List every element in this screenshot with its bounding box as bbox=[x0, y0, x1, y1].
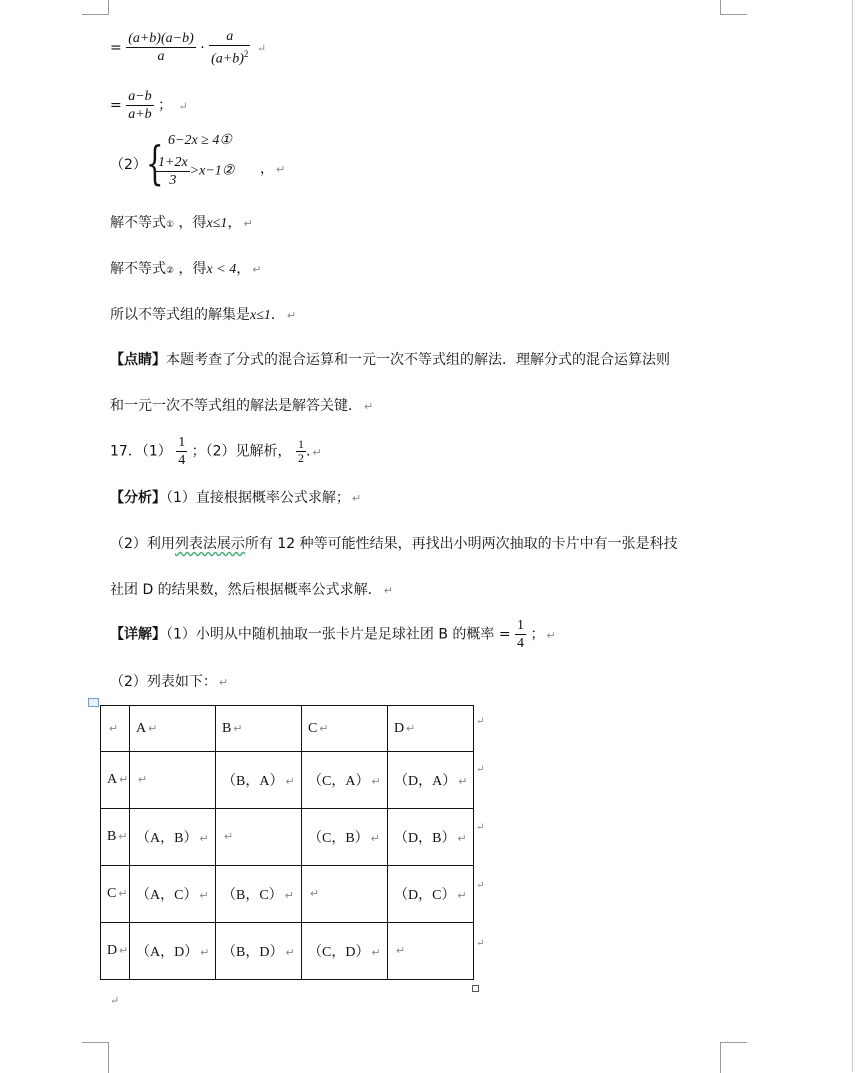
paragraph-mark: ↵ bbox=[110, 994, 120, 1007]
table-cell[interactable]: （B，C） ↵ bbox=[216, 866, 302, 923]
table-cell[interactable]: （B，D） ↵ bbox=[216, 923, 302, 980]
table-header-row bbox=[101, 706, 474, 752]
table-row bbox=[101, 866, 474, 923]
solution-set-line: 所以不等式组的解集是x≤1． ↵ bbox=[110, 307, 297, 323]
table-cell[interactable]: D ↵ bbox=[101, 923, 130, 980]
inequality-2: $\frac{1+2x}{3}$ >x−1② bbox=[158, 155, 235, 188]
fraction: $\frac{a}{(a+b)^2}$ bbox=[211, 29, 249, 67]
equation-step-1 bbox=[110, 28, 266, 68]
section-tag: 【详解】 bbox=[110, 626, 166, 643]
page-corner-mark bbox=[720, 0, 747, 15]
table-cell[interactable]: ↵ bbox=[130, 752, 216, 809]
equation-step-2: = $\frac{a-b}{a+b}$ ； ↵ bbox=[110, 89, 188, 122]
section-tag: 【点睛】 bbox=[110, 352, 166, 368]
fraction: $\frac{1}{4}$ bbox=[178, 435, 186, 468]
table-cell[interactable]: （C，D） ↵ bbox=[302, 923, 388, 980]
row-end-mark: ↵ bbox=[476, 938, 485, 949]
table-cell[interactable]: ↵ bbox=[302, 866, 388, 923]
row-end-mark: ↵ bbox=[476, 822, 485, 833]
table-cell[interactable]: A ↵ bbox=[101, 752, 130, 809]
part-label: （2） bbox=[110, 157, 147, 173]
table-row bbox=[101, 923, 474, 980]
page-corner-mark bbox=[82, 1042, 109, 1073]
table-cell[interactable]: D ↵ bbox=[388, 706, 474, 752]
list-intro-line: （2）列表如下： ↵ bbox=[110, 674, 229, 690]
left-brace: { bbox=[146, 136, 164, 190]
table-cell[interactable]: C ↵ bbox=[101, 866, 130, 923]
table-resize-handle[interactable] bbox=[472, 985, 479, 992]
table-cell[interactable]: A ↵ bbox=[130, 706, 216, 752]
table-cell[interactable]: （C，B） ↵ bbox=[302, 809, 388, 866]
outcome-table bbox=[100, 705, 474, 980]
comment-line-2: 和一元一次不等式组的解法是解答关键． ↵ bbox=[110, 398, 374, 414]
paragraph-mark: ↵ bbox=[178, 99, 188, 113]
table-cell[interactable]: ↵ bbox=[101, 706, 130, 752]
fraction: $\frac{1}{4}$ bbox=[517, 618, 525, 651]
page-corner-mark bbox=[82, 0, 109, 15]
table-row bbox=[101, 752, 474, 809]
solve-line-2: 解不等式② ，得x < 4， ↵ bbox=[110, 261, 262, 277]
table-move-handle[interactable] bbox=[88, 698, 99, 707]
table-cell[interactable]: B ↵ bbox=[101, 809, 130, 866]
paragraph-mark: ↵ bbox=[276, 163, 286, 176]
spellcheck-underlined-text: 列表法展示 bbox=[174, 536, 245, 552]
table-cell[interactable]: C ↵ bbox=[302, 706, 388, 752]
inequality-1: 6−2x ≥ 4① bbox=[168, 133, 232, 148]
section-tag: 【分析】 bbox=[110, 490, 166, 506]
paragraph-mark: ↵ bbox=[256, 41, 267, 55]
equals-sign: = bbox=[110, 39, 122, 56]
page-corner-mark bbox=[720, 1042, 747, 1073]
fraction: $\frac{1}{2}$ bbox=[298, 437, 305, 465]
comment-line-1: 【点睛】本题考查了分式的混合运算和一元一次不等式组的解法．理解分式的混合运算法则 bbox=[110, 352, 670, 368]
row-end-mark: ↵ bbox=[476, 764, 485, 775]
table-row bbox=[101, 809, 474, 866]
table-cell[interactable]: （A，B） ↵ bbox=[130, 809, 216, 866]
table-cell[interactable]: B ↵ bbox=[216, 706, 302, 752]
row-end-mark: ↵ bbox=[476, 880, 485, 891]
table-cell[interactable]: （D，A） ↵ bbox=[388, 752, 474, 809]
table-cell[interactable]: （C，A） ↵ bbox=[302, 752, 388, 809]
table-cell[interactable]: （D，C） ↵ bbox=[388, 866, 474, 923]
table-cell[interactable]: ↵ bbox=[216, 809, 302, 866]
row-end-mark: ↵ bbox=[476, 716, 485, 727]
table-cell[interactable]: （A，C） ↵ bbox=[130, 866, 216, 923]
fraction: $\frac{(a+b)(a-b)}{a}$ bbox=[128, 31, 194, 65]
table-cell[interactable]: （B，A） ↵ bbox=[216, 752, 302, 809]
dot-operator: · bbox=[200, 39, 205, 56]
question-17-answer: 17．（1） $\frac{1}{4}$ ；（2）见解析， $\frac{1}{2}$ . ↵ bbox=[110, 435, 322, 468]
fraction: $\frac{a-b}{a+b}$ bbox=[128, 89, 152, 122]
table-cell[interactable]: （D，B） ↵ bbox=[388, 809, 474, 866]
table-cell[interactable]: ↵ bbox=[388, 923, 474, 980]
analysis-line-1: 【分析】（1）直接根据概率公式求解； ↵ bbox=[110, 490, 362, 506]
solve-line-1: 解不等式① ，得x≤1， ↵ bbox=[110, 215, 253, 231]
analysis-line-2: （2）利用列表法展示所有 12 种等可能性结果，再找出小明两次抽取的卡片中有一张是科技 bbox=[110, 536, 678, 552]
analysis-line-3: 社团 D 的结果数，然后根据概率公式求解． ↵ bbox=[110, 582, 393, 598]
page-edge bbox=[852, 0, 853, 1072]
detail-line-1: 【详解】（1）小明从中随机抽取一张卡片是足球社团 B 的概率 = $\frac{1}{4}$ ； ↵ bbox=[110, 618, 556, 651]
table-cell[interactable]: （A，D） ↵ bbox=[130, 923, 216, 980]
